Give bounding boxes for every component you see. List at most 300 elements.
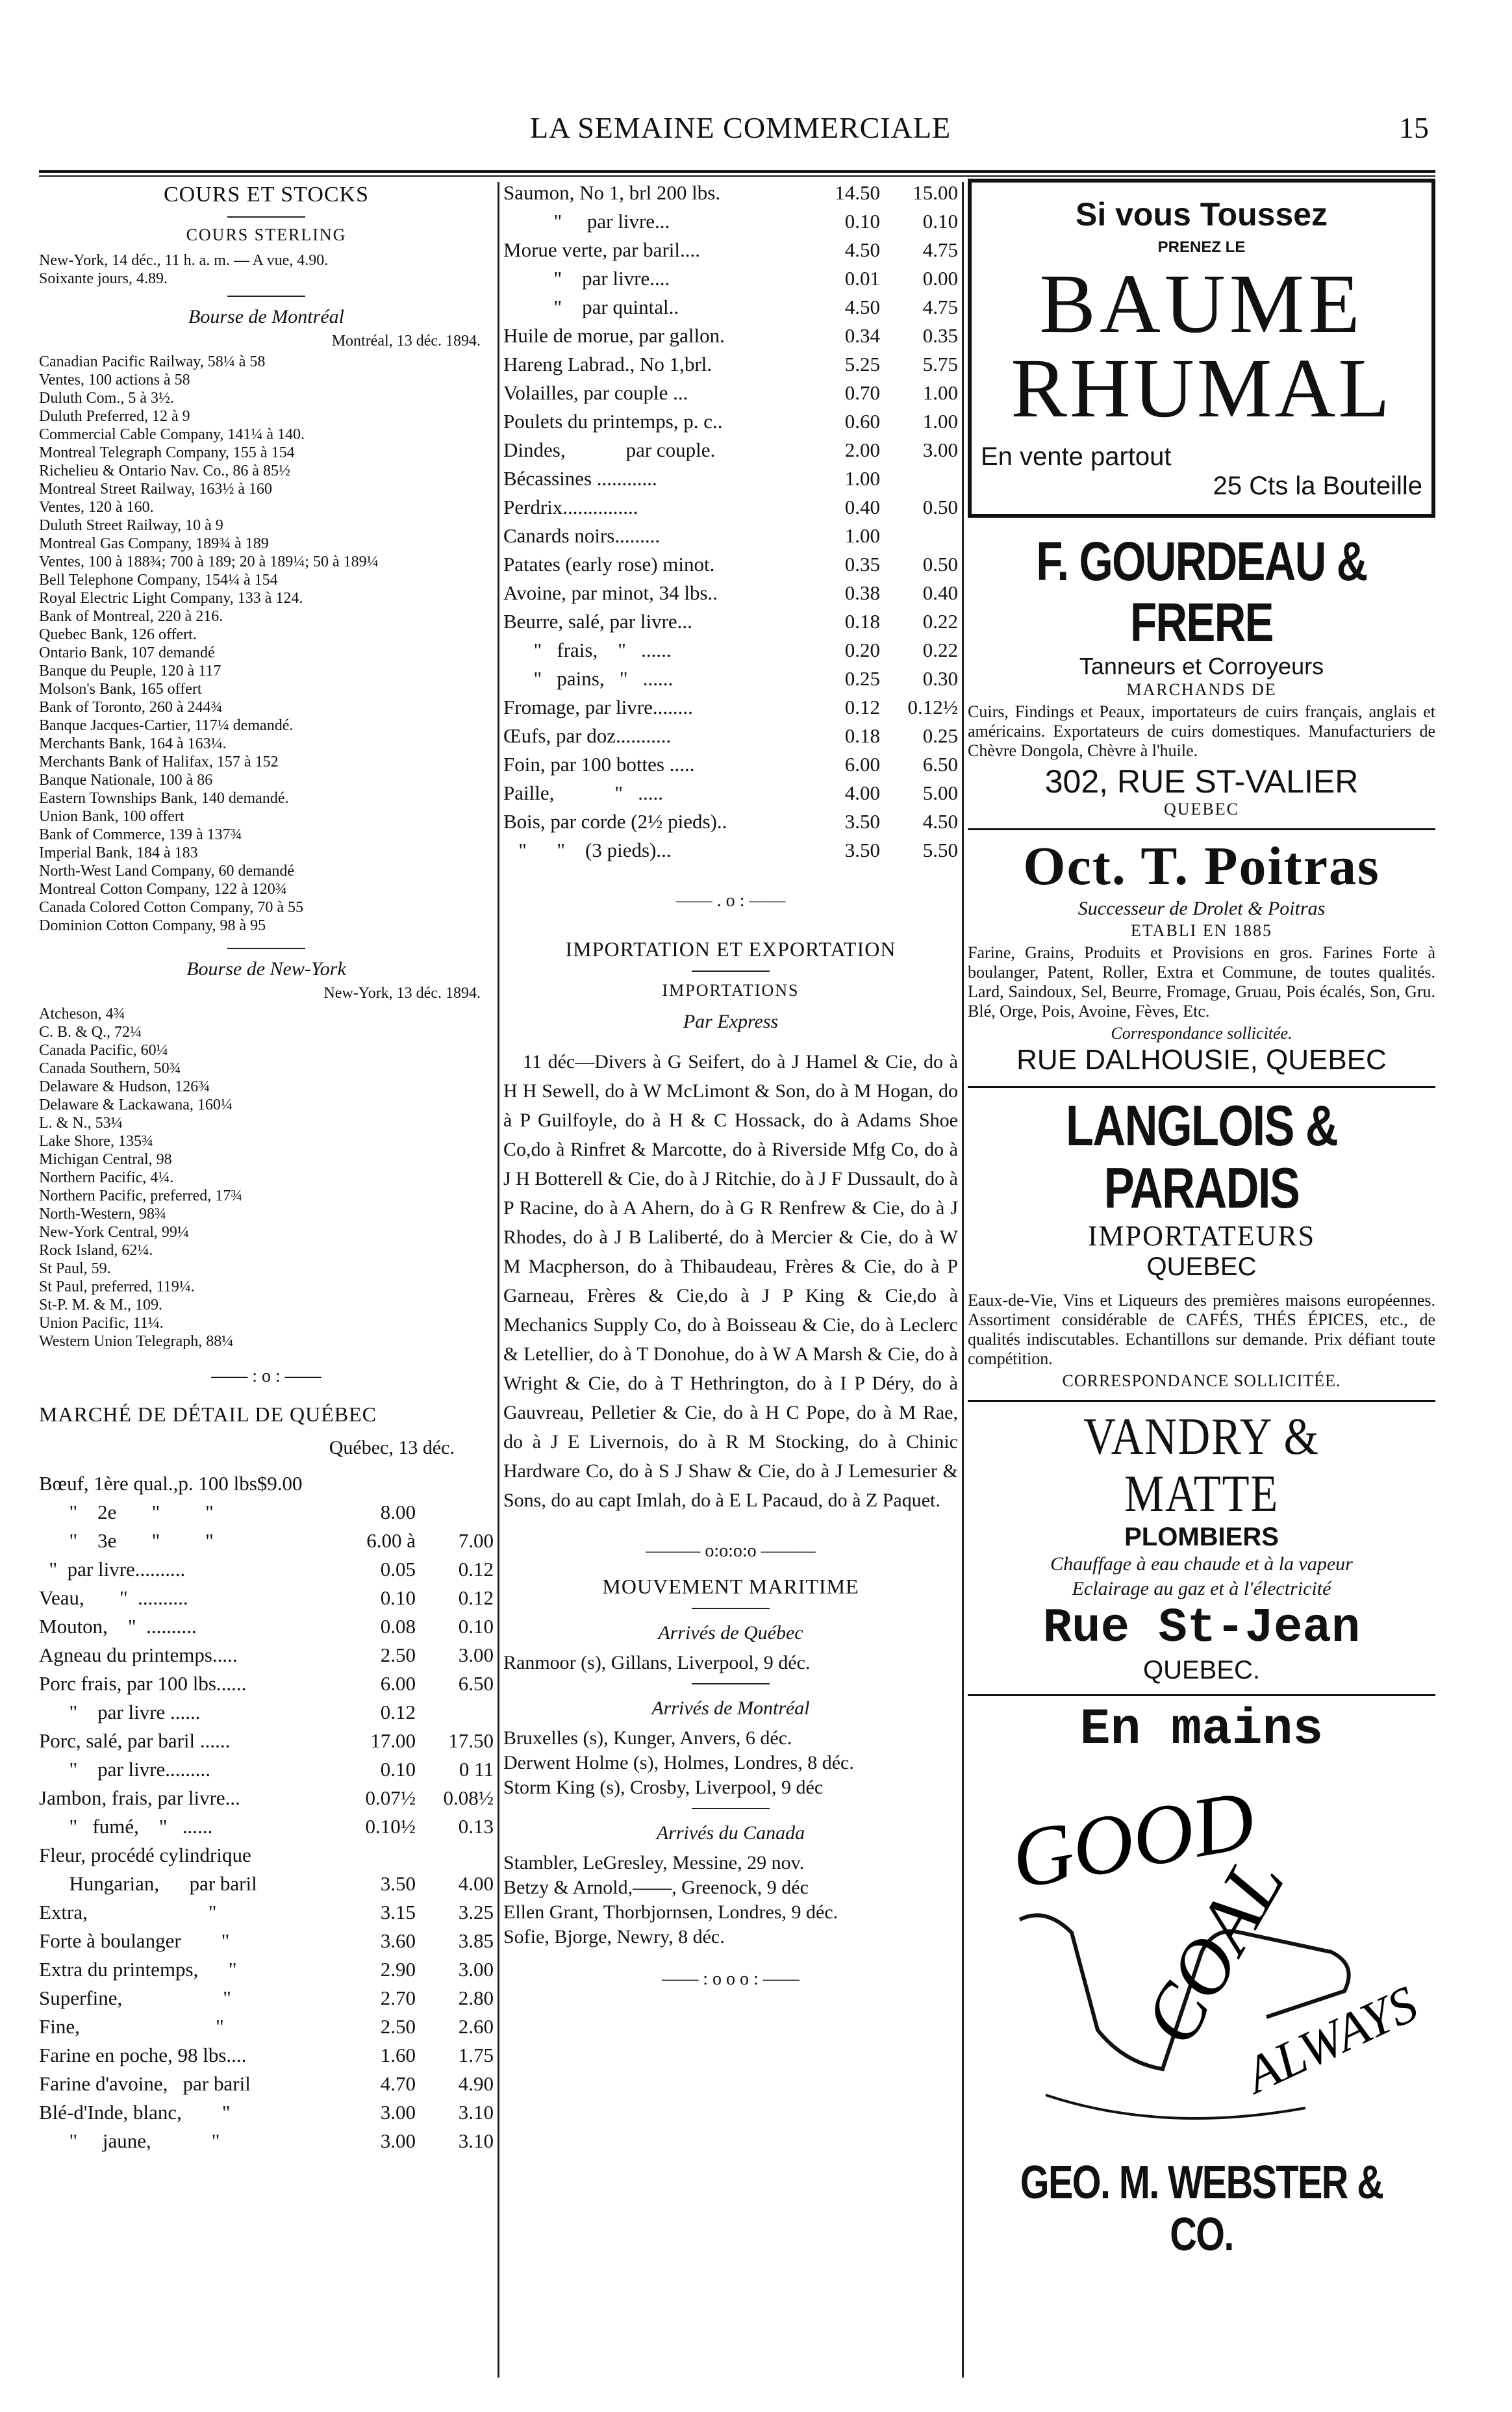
price-low: 2.50: [380, 1644, 416, 1666]
price-high: 1.00: [922, 410, 958, 433]
price-row: [503, 264, 958, 293]
price-row: [39, 1984, 494, 2012]
price-low: 0.10: [844, 210, 880, 233]
price-low: 0.12: [380, 1701, 416, 1723]
ship-arrival: Bruxelles (s), Kunger, Anvers, 6 déc.: [503, 1727, 792, 1749]
ad-gourdeau-sub: Tanneurs et Corroyeurs: [1079, 653, 1324, 679]
ad-baume-rhumal: [968, 179, 1435, 518]
price-high: [880, 464, 958, 493]
price-row: [503, 607, 958, 636]
price-high: 0.10: [922, 210, 958, 233]
stock-quote: Quebec Bank, 126 offert.: [39, 626, 197, 643]
price-item: Paille, " .....: [503, 781, 664, 804]
price-high: [416, 1469, 494, 1498]
price-item: Avoine, par minot, 34 lbs..: [503, 581, 718, 604]
price-item: Bœuf, 1ère qual.,p. 100 lbs$9.00: [39, 1472, 303, 1495]
ship-arrival: Betzy & Arnold,——, Greenock, 9 déc: [503, 1877, 809, 1898]
price-item: Fleur, procédé cylindrique: [39, 1844, 251, 1866]
price-row: [39, 1784, 494, 1812]
express-subtitle: Par Express: [683, 1011, 779, 1032]
stock-quote: Ventes, 100 à 188¾; 700 à 189; 20 à 189¼; 50 à 189¼: [39, 553, 379, 570]
stock-quote: Northern Pacific, preferred, 17¾: [39, 1187, 243, 1204]
stock-quote: Northern Pacific, 4¼.: [39, 1169, 174, 1186]
ny-stock-list: [39, 1005, 494, 1351]
price-item: Farine en poche, 98 lbs....: [39, 2044, 247, 2066]
price-item: " par quintal..: [503, 296, 679, 318]
price-row: [39, 1612, 494, 1641]
ad-gourdeau-city: QUEBEC: [1164, 800, 1239, 819]
stock-quote: Bank of Montreal, 220 à 216.: [39, 608, 223, 625]
price-high: 2.80: [458, 1987, 494, 2009]
ship-arrival: Stambler, LeGresley, Messine, 29 nov.: [503, 1852, 805, 1873]
stock-quote: Union Bank, 100 offert: [39, 808, 184, 825]
price-item: " par livre..........: [39, 1558, 186, 1580]
price-row: [503, 350, 958, 379]
price-high: 4.00: [458, 1872, 494, 1895]
good-word: GOOD: [1005, 1772, 1262, 1907]
price-high: 3.10: [458, 2129, 494, 2152]
price-row: [39, 1841, 494, 1870]
price-item: " " (3 pieds)...: [503, 839, 672, 861]
ship-arrival: Derwent Holme (s), Holmes, Londres, 8 déc.: [503, 1752, 854, 1773]
price-item: Volailles, par couple ...: [503, 381, 688, 404]
ad-gourdeau: [968, 524, 1435, 830]
price-item: Veau, " ..........: [39, 1586, 188, 1609]
price-high: 7.00: [458, 1529, 494, 1552]
price-item: " fumé, " ......: [39, 1815, 213, 1838]
price-row: [39, 1727, 494, 1755]
stock-quote: Ventes, 120 à 160.: [39, 499, 154, 516]
price-high: 0.22: [922, 610, 958, 633]
stock-quote: Duluth Com., 5 à 3½.: [39, 390, 174, 407]
stock-quote: Canada Southern, 50¾: [39, 1060, 181, 1077]
price-high: 3.00: [458, 1644, 494, 1666]
dash-rule: [227, 216, 305, 218]
price-row: [503, 436, 958, 464]
ad-langlois-name: LANGLOIS & PARADIS: [1065, 1093, 1338, 1220]
always-word: ALWAYS: [1237, 1975, 1426, 2105]
separator: ——— o:o:o:o ———: [646, 1541, 816, 1561]
stock-quote: L. & N., 53¼: [39, 1115, 123, 1132]
dash-rule: [227, 948, 305, 949]
maritime-title: MOUVEMENT MARITIME: [602, 1575, 859, 1598]
price-high: [416, 1698, 494, 1727]
price-item: Saumon, No 1, brl 200 lbs.: [503, 181, 721, 204]
price-high: 3.25: [458, 1901, 494, 1923]
price-low: 0.40: [844, 496, 880, 518]
price-item: Patates (early rose) minot.: [503, 553, 715, 576]
price-item: Porc frais, par 100 lbs......: [39, 1672, 247, 1695]
header-rule-thin: [39, 175, 1435, 177]
price-high: 0 11: [459, 1758, 494, 1781]
price-high: 4.50: [922, 810, 958, 833]
stock-quote: Ventes, 100 actions à 58: [39, 372, 190, 388]
ad-vandry-line1: Chauffage à eau chaude et à la vapeur: [1050, 1553, 1353, 1575]
ad-poitras-sub: Successeur de Drolet & Poitras: [1077, 898, 1326, 919]
bourse-ny-title: Bourse de New-York: [186, 958, 346, 980]
ad-langlois-sub: IMPORTATEURS: [1087, 1220, 1316, 1252]
price-high: 3.00: [922, 438, 958, 461]
ad-baume-line5: En vente partout: [981, 442, 1172, 471]
price-item: " 3e " ": [39, 1529, 214, 1552]
price-high: 2.60: [458, 2015, 494, 2038]
stock-quote: Canadian Pacific Railway, 58¼ à 58: [39, 353, 266, 370]
price-row: [39, 2041, 494, 2070]
price-item: " 2e " ": [39, 1501, 214, 1523]
page-header: [52, 97, 1429, 156]
price-row: [39, 1584, 494, 1612]
price-high: [416, 1841, 494, 1870]
price-low: 1.60: [380, 2044, 416, 2066]
price-item: Porc, salé, par baril ......: [39, 1729, 231, 1752]
price-item: Foin, par 100 bottes .....: [503, 753, 695, 776]
price-low: 3.50: [844, 810, 880, 833]
ad-webster-header: En mains: [1079, 1701, 1324, 1758]
price-low: [338, 1469, 416, 1498]
price-low: 6.00: [844, 753, 880, 776]
price-row: [39, 2127, 494, 2155]
price-item: Dindes, par couple.: [503, 438, 716, 461]
stock-quote: Commercial Cable Company, 141¼ à 140.: [39, 426, 305, 443]
price-row: [503, 322, 958, 350]
price-row: [39, 1927, 494, 1955]
retail-price-table-continued: [503, 179, 958, 865]
stock-quote: Lake Shore, 135¾: [39, 1133, 153, 1150]
price-item: Bois, par corde (2½ pieds)..: [503, 810, 727, 833]
price-low: 3.00: [380, 2101, 416, 2124]
ad-webster: [968, 1696, 1435, 2261]
ad-vandry-line2: Eclairage au gaz et à l'électricité: [1072, 1578, 1331, 1599]
price-high: 0.35: [922, 324, 958, 347]
price-item: Forte à boulanger ": [39, 1929, 230, 1952]
ad-poitras-text: Farine, Grains, Produits et Provisions en gros. Farines Forte à boulanger, Patent, Roller, Extra et Commune, de toutes qualités. Lard, Saindoux, Sel, Beurre, Fromage, Gruau, Pois écalés, Son, Gru. Blé, Orge, Pois, Avoine, Fèves, Etc.: [968, 943, 1435, 1021]
price-low: 8.00: [380, 1501, 416, 1523]
price-row: [39, 1527, 494, 1555]
ad-langlois-city: QUEBEC: [1146, 1252, 1257, 1281]
price-high: 0.00: [922, 267, 958, 290]
ad-langlois-text: Eaux-de-Vie, Vins et Liqueurs des premières maisons européennes. Assortiment considérable de CAFÉS, THÉS ÉPICES, etc., de qualités indiscutables. Echantillons sur demande. Prix défiant toute compétition.: [968, 1291, 1435, 1368]
arrivals-quebec-title: Arrivés de Québec: [658, 1622, 803, 1644]
price-row: [503, 522, 958, 550]
price-low: 0.07½: [365, 1786, 416, 1809]
price-item: Morue verte, par baril....: [503, 238, 700, 261]
price-low: 0.35: [844, 553, 880, 576]
price-low: 1.00: [844, 467, 880, 490]
ad-vandry-sub: PLOMBIERS: [1124, 1523, 1279, 1551]
stock-quote: Duluth Street Railway, 10 à 9: [39, 517, 223, 534]
price-low: 0.20: [844, 639, 880, 661]
stock-quote: St Paul, 59.: [39, 1260, 111, 1277]
ad-langlois-note: CORRESPONDANCE SOLLICITÉE.: [1062, 1371, 1341, 1390]
price-low: 3.00: [380, 2129, 416, 2152]
price-row: [39, 1669, 494, 1698]
price-high: 0.13: [458, 1815, 494, 1838]
ad-poitras-address: RUE DALHOUSIE, QUEBEC: [1016, 1044, 1387, 1076]
price-high: 5.50: [922, 839, 958, 861]
price-high: [880, 522, 958, 550]
stock-quote: Western Union Telegraph, 88¼: [39, 1333, 234, 1350]
dash-rule: [227, 296, 305, 297]
price-row: [503, 750, 958, 779]
separator: —— : o o o : ——: [662, 1969, 800, 1989]
price-row: [503, 179, 958, 207]
import-subtitle: IMPORTATIONS: [662, 981, 800, 1000]
column-divider-2: [962, 182, 964, 2378]
price-low: 0.18: [844, 724, 880, 747]
stock-quote: Dominion Cotton Company, 98 à 95: [39, 917, 266, 934]
price-low: 0.10: [380, 1758, 416, 1781]
price-item: Extra du printemps, ": [39, 1958, 237, 1981]
price-low: 0.10½: [365, 1815, 416, 1838]
stock-quote: Rock Island, 62¼.: [39, 1242, 153, 1259]
marche-title: MARCHÉ DE DÉTAIL DE QUÉBEC: [39, 1403, 377, 1426]
bourse-montreal-title: Bourse de Montréal: [188, 306, 344, 327]
price-item: Hareng Labrad., No 1,brl.: [503, 353, 712, 375]
stock-quote: Atcheson, 4¾: [39, 1006, 125, 1022]
ad-vandry: [968, 1402, 1435, 1696]
price-item: " pains, " ......: [503, 667, 674, 690]
stock-quote: Bank of Toronto, 260 à 244¾: [39, 699, 223, 716]
price-row: [39, 1955, 494, 1984]
stock-quote: New-York Central, 99¼: [39, 1224, 189, 1241]
stock-quote: Canada Colored Cotton Company, 70 à 55: [39, 899, 304, 916]
price-row: [503, 550, 958, 579]
price-high: 0.10: [458, 1615, 494, 1638]
price-item: Blé-d'Inde, blanc, ": [39, 2101, 231, 2124]
price-high: 4.75: [922, 238, 958, 261]
dash-rule: [692, 1608, 770, 1609]
coal-word: COAL: [1126, 1842, 1301, 2059]
price-row: [503, 236, 958, 264]
ad-gourdeau-text: Cuirs, Findings et Peaux, importateurs de cuirs français, anglais et américains. Exportateurs de cuirs domestiques. Manufacturiers de Chèvre Dongola, Chèvre à l'huile.: [968, 702, 1435, 760]
ad-vandry-city: QUEBEC.: [1142, 1656, 1261, 1684]
price-item: " par livre ......: [39, 1701, 201, 1723]
price-row: [39, 1870, 494, 1898]
stock-quote: Eastern Townships Bank, 140 demandé.: [39, 790, 289, 807]
dash-rule: [692, 1683, 770, 1684]
price-item: " jaune, ": [39, 2129, 220, 2152]
price-high: 0.12: [458, 1558, 494, 1580]
ad-baume-line4: RHUMAL: [1011, 342, 1392, 435]
dash-rule: [692, 1808, 770, 1809]
ship-arrival: Sofie, Bjorge, Newry, 8 déc.: [503, 1926, 725, 1948]
price-row: [39, 1498, 494, 1527]
ship-arrival: Ellen Grant, Thorbjornsen, Londres, 9 déc.: [503, 1901, 838, 1923]
stock-quote: Banque Nationale, 100 à 86: [39, 772, 213, 789]
price-low: 3.50: [844, 839, 880, 861]
price-item: " par livre.........: [39, 1758, 211, 1781]
price-low: 0.05: [380, 1558, 416, 1580]
price-item: Jambon, frais, par livre...: [39, 1786, 240, 1809]
price-row: [503, 493, 958, 522]
import-text: 11 déc—Divers à G Seifert, do à J Hamel & Cie, do à H H Sewell, do à W McLimont & Son, do à M Hogan, do à P Guilfoyle, do à H & C Hossack, do à Adams Shoe Co,do à Rinfret & Marcotte, do à Riverside Mfg Co, do à J H Botterell & Cie, do à J Ritchie, do à J F Dussault, do à P Racine, do à A Ahern, do à G R Renfrew & Cie, do à J Rhodes, do à J B Laliberté, do à Mercier & Cie, do à W M Macpherson, do à Thibaudeau, Frères & Cie, do à P Garneau, Frères & Cie,do à J P King & Cie,do à Mechanics Supply Co, do à Boisseau & Cie, do à Leclerc & Letellier, do à T Donohue, do à W A Marsh & Cie, do à Wright & Cie, do à T Hethrington, do à I P Déry, do à Gauvreau, Pelletier & Cie, do à H C Pope, do à M Rae, do à J E Livernois, do à R M Stocking, do à Chinic Hardware Co, do à S J Shaw & Cie, do à J Lemesurier & Sons, do au capt Imlah, do à E L Pacaud, do à Z Paquet.: [503, 1051, 958, 1511]
price-low: 0.01: [844, 267, 880, 290]
stock-quote: Merchants Bank of Halifax, 157 à 152: [39, 754, 279, 770]
ad-baume-line1: Si vous Toussez: [1075, 196, 1328, 233]
price-row: [503, 407, 958, 436]
price-row: [503, 779, 958, 807]
price-item: " par livre....: [503, 267, 670, 290]
price-low: 1.00: [844, 524, 880, 547]
price-high: 3.00: [458, 1958, 494, 1981]
price-low: 2.90: [380, 1958, 416, 1981]
price-high: 1.75: [458, 2044, 494, 2066]
price-low: 4.50: [844, 238, 880, 261]
price-low: 0.08: [380, 1615, 416, 1638]
price-high: 6.50: [458, 1672, 494, 1695]
price-row: [503, 636, 958, 665]
price-low: 0.34: [844, 324, 880, 347]
price-item: " frais, " ......: [503, 639, 672, 661]
ship-arrival: Ranmoor (s), Gillans, Liverpool, 9 déc.: [503, 1652, 811, 1673]
stock-quote: Montreal Telegraph Company, 155 à 154: [39, 444, 295, 461]
price-high: 3.10: [458, 2101, 494, 2124]
price-high: 0.40: [922, 581, 958, 604]
ad-langlois: [968, 1088, 1435, 1402]
ad-baume-line6: 25 Cts la Bouteille: [1213, 472, 1422, 500]
price-low: 3.50: [380, 1872, 416, 1895]
price-row: [39, 2012, 494, 2041]
price-high: 0.25: [922, 724, 958, 747]
canada-arrivals: [503, 1851, 958, 1949]
price-row: [39, 1698, 494, 1727]
price-low: 0.12: [844, 696, 880, 718]
ad-gourdeau-address: 302, RUE ST-VALIER: [1044, 763, 1359, 800]
stock-quote: Bell Telephone Company, 154¼ à 154: [39, 572, 278, 589]
price-row: [503, 293, 958, 322]
price-high: 0.30: [922, 667, 958, 690]
cours-sterling-title: COURS STERLING: [186, 225, 347, 244]
stock-quote: Montreal Gas Company, 189¾ à 189: [39, 535, 269, 552]
import-title: IMPORTATION ET EXPORTATION: [565, 937, 896, 961]
price-low: 14.50: [835, 181, 880, 204]
price-item: Beurre, salé, par livre...: [503, 610, 692, 633]
price-low: [338, 1841, 416, 1870]
price-item: Mouton, " ..........: [39, 1615, 197, 1638]
price-row: [39, 1641, 494, 1669]
price-row: [503, 579, 958, 607]
coal-illustration: [968, 1757, 1435, 2147]
stock-quote: North-Western, 98¾: [39, 1206, 167, 1223]
price-high: 0.50: [922, 496, 958, 518]
arrivals-montreal-title: Arrivés de Montréal: [651, 1697, 810, 1719]
ad-gourdeau-name: F. GOURDEAU & FRERE: [1036, 531, 1367, 653]
price-high: 1.00: [922, 381, 958, 404]
stock-quote: Imperial Bank, 184 à 183: [39, 844, 198, 861]
price-item: Poulets du printemps, p. c..: [503, 410, 723, 433]
montreal-stock-list: [39, 353, 494, 935]
stock-quote: St Paul, preferred, 119¼.: [39, 1278, 195, 1295]
price-low: 2.00: [844, 438, 880, 461]
arrivals-canada-title: Arrivés du Canada: [656, 1822, 805, 1844]
stock-quote: Bank of Commerce, 139 à 137¾: [39, 826, 242, 843]
price-high: 0.12½: [907, 696, 958, 718]
stock-quote: North-West Land Company, 60 demandé: [39, 863, 295, 880]
price-row: [39, 1555, 494, 1584]
stock-quote: St-P. M. & M., 109.: [39, 1297, 163, 1314]
price-high: 0.22: [922, 639, 958, 661]
price-row: [39, 2070, 494, 2098]
column-divider-1: [498, 182, 499, 2378]
sterling-lines: [39, 251, 494, 288]
price-row: [39, 1755, 494, 1784]
bourse-ny-date: New-York, 13 déc. 1894.: [323, 985, 481, 1002]
ad-vandry-street: Rue St-Jean: [1042, 1601, 1361, 1656]
header-rule: [39, 170, 1435, 173]
price-row: [503, 807, 958, 836]
stock-quote: Royal Electric Light Company, 133 à 124.: [39, 590, 303, 607]
stock-quote: Richelieu & Ontario Nav. Co., 86 à 85½: [39, 463, 291, 479]
stock-quote: Ontario Bank, 107 demandé: [39, 644, 215, 661]
montreal-arrivals: [503, 1726, 958, 1800]
price-item: Farine d'avoine, par baril: [39, 2072, 251, 2095]
ad-baume-line2: PRENEZ LE: [1157, 238, 1246, 256]
retail-price-table: [39, 1469, 494, 2155]
ad-poitras-sub2: ETABLI EN 1885: [1131, 921, 1272, 940]
price-row: [39, 2098, 494, 2127]
stock-quote: Delaware & Hudson, 126¾: [39, 1078, 210, 1095]
price-item: Fromage, par livre........: [503, 696, 693, 718]
stock-quote: C. B. & Q., 72¼: [39, 1024, 142, 1041]
price-item: Extra, ": [39, 1901, 217, 1923]
price-low: 0.60: [844, 410, 880, 433]
price-low: 2.70: [380, 1987, 416, 2009]
price-low: 0.25: [844, 667, 880, 690]
stock-quote: Union Pacific, 11¼.: [39, 1315, 164, 1332]
dash-rule: [692, 971, 770, 972]
stock-quote: Michigan Central, 98: [39, 1151, 172, 1168]
ad-baume-line3: BAUME: [1039, 257, 1364, 351]
price-low: 2.50: [380, 2015, 416, 2038]
price-low: 6.00: [380, 1672, 416, 1695]
price-item: Huile de morue, par gallon.: [503, 324, 725, 347]
bourse-montreal-date: Montréal, 13 déc. 1894.: [331, 333, 481, 349]
price-high: 15.00: [913, 181, 958, 204]
price-low: 3.15: [380, 1901, 416, 1923]
marche-date: Québec, 13 déc.: [329, 1437, 455, 1458]
ad-vandry-name: VANDRY & MATTE: [1083, 1408, 1320, 1523]
sterling-line: New-York, 14 déc., 11 h. a. m. — A vue, 4.90.: [39, 252, 329, 269]
ad-poitras-name: Oct. T. Poitras: [1023, 836, 1380, 896]
ad-poitras: [968, 830, 1435, 1088]
price-row: [503, 722, 958, 750]
price-item: Fine, ": [39, 2015, 224, 2038]
sterling-line: Soixante jours, 4.89.: [39, 270, 168, 287]
price-row: [503, 665, 958, 693]
price-low: 17.00: [370, 1729, 416, 1752]
price-high: 4.90: [458, 2072, 494, 2095]
column-3: [968, 179, 1435, 2374]
price-high: [416, 1498, 494, 1527]
stock-quote: Banque Jacques-Cartier, 117¼ demandé.: [39, 717, 294, 734]
separator: —— . o : ——: [675, 891, 786, 911]
price-low: 3.60: [380, 1929, 416, 1952]
price-row: [503, 207, 958, 236]
price-row: [503, 836, 958, 865]
price-high: 0.12: [458, 1586, 494, 1609]
stock-quote: Merchants Bank, 164 à 163¼.: [39, 735, 227, 752]
price-high: 5.00: [922, 781, 958, 804]
price-low: 0.70: [844, 381, 880, 404]
price-item: Hungarian, par baril: [39, 1872, 257, 1895]
price-item: Superfine, ": [39, 1987, 231, 2009]
stock-quote: Montreal Cotton Company, 122 à 120¾: [39, 881, 287, 898]
separator: —— : o : ——: [211, 1366, 321, 1386]
price-high: 0.08½: [443, 1786, 494, 1809]
price-item: Canards noirs.........: [503, 524, 661, 547]
price-low: 0.18: [844, 610, 880, 633]
price-high: 17.50: [448, 1729, 494, 1752]
